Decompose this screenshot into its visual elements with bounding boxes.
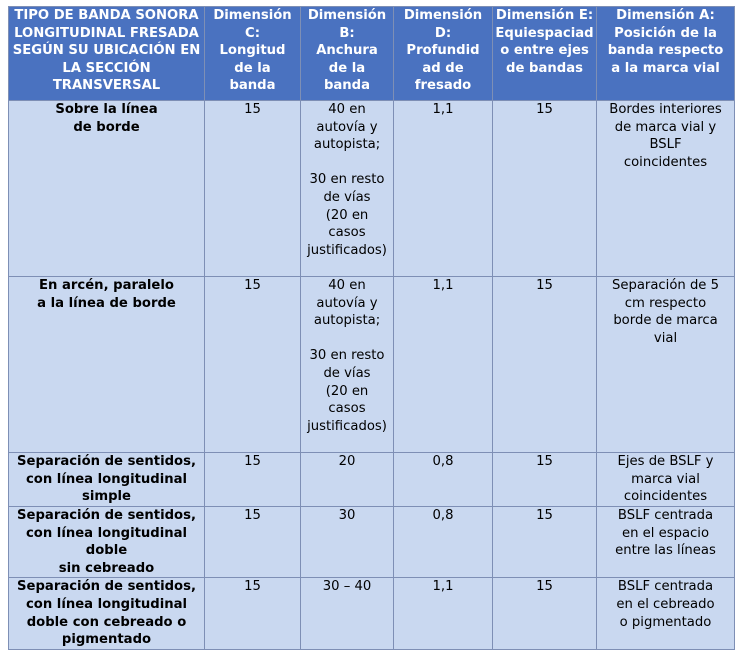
cell-line: 15 [536, 454, 553, 469]
cell-line: coincidentes [623, 154, 708, 170]
table-row [9, 507, 735, 578]
cell-line: Bordes interiores [609, 102, 722, 117]
cell-line: a la línea de borde [37, 295, 176, 311]
table-cell [9, 101, 205, 277]
cell-line: marca vial [631, 471, 700, 487]
cell-line: En arcén, paralelo [39, 278, 174, 293]
table-cell [394, 578, 493, 650]
cell-line: Separación de sentidos, [17, 454, 196, 469]
header-line: Dimensión [403, 8, 483, 23]
header-line: D: [434, 25, 452, 41]
cell-line: autopista; [313, 313, 381, 329]
cell-line: BSLF centrada [617, 579, 714, 595]
table-cell [394, 101, 493, 277]
header-line: fresado [414, 78, 472, 94]
header-line: de la [328, 60, 366, 76]
header-line: de bandas [506, 60, 583, 76]
table-cell [9, 507, 205, 578]
cell-line: Sobre la línea [55, 102, 158, 117]
cell-line: justificados) [307, 242, 387, 258]
cell-line: BSLF centrada [617, 508, 714, 523]
table-cell [9, 277, 205, 453]
cell-line: (20 en [325, 207, 369, 223]
header-line: Equiespaciad [495, 25, 594, 41]
cell-line: 20 [338, 454, 356, 469]
header-line: Dimensión E: [495, 8, 594, 23]
cell-line: 1,1 [432, 278, 454, 293]
cell-line: Separación de 5 [611, 278, 720, 293]
cell-spacer [303, 154, 391, 172]
table-cell [301, 507, 394, 578]
header-cell-type [9, 7, 205, 101]
cell-line: 15 [244, 278, 261, 293]
header-cell-dim-c [205, 7, 301, 101]
cell-line: 40 en [328, 278, 366, 293]
cell-line: casos [328, 401, 366, 417]
header-line: banda [323, 78, 371, 94]
header-cell-dim-d [394, 7, 493, 101]
cell-line: 30 – 40 [322, 579, 372, 595]
table-row [9, 101, 735, 277]
table-cell [9, 578, 205, 650]
table-row [9, 453, 735, 507]
cell-line: (20 en [325, 383, 369, 399]
table-row [9, 277, 735, 453]
cell-line: autovía y [316, 119, 378, 135]
cell-line: 15 [244, 579, 261, 595]
cell-line: justificados) [307, 418, 387, 434]
table-cell [301, 101, 394, 277]
header-line: Profundid [406, 43, 480, 59]
cell-line: 15 [244, 102, 261, 117]
cell-line: de vías [323, 189, 371, 205]
table-cell [493, 453, 597, 507]
cell-line: 15 [536, 579, 553, 595]
cell-line: Separación de sentidos, [17, 579, 196, 595]
header-line: ad de [422, 60, 464, 76]
cell-line: de marca vial y [614, 119, 717, 135]
header-line: banda [229, 78, 276, 94]
cell-line: 15 [536, 278, 553, 293]
header-line: de la [234, 60, 271, 76]
cell-line: 15 [536, 508, 553, 523]
table-cell [597, 453, 735, 507]
header-cell-dim-a [597, 7, 735, 101]
cell-line: casos [328, 225, 366, 241]
header-line: o entre ejes [500, 43, 589, 59]
table-cell [597, 578, 735, 650]
cell-line: 0,8 [432, 454, 454, 469]
cell-line: o pigmentado [619, 614, 712, 630]
cell-line: doble [85, 543, 128, 559]
table-cell [493, 578, 597, 650]
specifications-table [8, 6, 735, 650]
table-cell [597, 277, 735, 453]
cell-line: con línea longitudinal [25, 471, 188, 487]
cell-line: Separación de sentidos, [17, 508, 196, 523]
header-line: B: [339, 25, 355, 41]
header-line: a la marca vial [611, 60, 720, 76]
cell-line: 1,1 [432, 579, 454, 595]
cell-spacer [303, 330, 391, 348]
cell-line: 0,8 [432, 508, 454, 523]
cell-line: 1,1 [432, 102, 454, 117]
table-cell [493, 277, 597, 453]
cell-line: cm respecto [624, 295, 707, 311]
table-cell [301, 277, 394, 453]
table-row [9, 578, 735, 650]
header-line: Dimensión A: [616, 8, 715, 23]
table-cell [205, 101, 301, 277]
header-line: Posición de la [614, 25, 717, 41]
cell-line: de borde [73, 119, 140, 135]
table-cell [9, 453, 205, 507]
cell-line: de vías [323, 365, 371, 381]
header-line: Anchura [316, 43, 378, 59]
cell-line: en el espacio [621, 525, 710, 541]
cell-line: pigmentado [61, 632, 152, 648]
cell-line: BSLF [649, 137, 682, 153]
cell-line: 15 [536, 102, 553, 117]
header-row [9, 7, 735, 101]
header-cell-dim-b [301, 7, 394, 101]
header-line: C: [245, 25, 260, 41]
header-line: LONGITUDINAL FRESADA [14, 25, 199, 41]
table-cell [493, 101, 597, 277]
header-line: banda respecto [607, 43, 724, 59]
cell-line: autovía y [316, 295, 378, 311]
table-cell [205, 277, 301, 453]
table-cell [394, 453, 493, 507]
cell-line: coincidentes [623, 489, 708, 505]
cell-line: 30 en resto [309, 172, 385, 188]
table-cell [493, 507, 597, 578]
table-cell [205, 453, 301, 507]
table-cell [597, 101, 735, 277]
table-cell [394, 277, 493, 453]
header-line: TIPO DE BANDA SONORA [14, 8, 199, 23]
cell-line: 15 [244, 454, 261, 469]
header-line: Longitud [219, 43, 286, 59]
cell-line: con línea longitudinal [25, 596, 188, 612]
cell-line: simple [81, 489, 131, 505]
header-cell-dim-e [493, 7, 597, 101]
table-cell [205, 507, 301, 578]
table-cell [394, 507, 493, 578]
cell-line: en el cebreado [616, 596, 715, 612]
cell-line: 30 en resto [309, 348, 385, 364]
cell-line: Ejes de BSLF y [617, 454, 714, 469]
header-line: Dimensión [307, 8, 387, 23]
cell-line: vial [653, 330, 678, 346]
cell-line: sin cebreado [58, 560, 155, 576]
table-cell [301, 578, 394, 650]
header-line: Dimensión [213, 8, 292, 23]
cell-line: entre las líneas [615, 543, 716, 559]
table-cell [301, 453, 394, 507]
cell-line: 15 [244, 508, 261, 523]
cell-line: autopista; [313, 137, 381, 153]
cell-line: doble con cebreado o [26, 614, 187, 630]
cell-line: borde de marca [613, 313, 718, 329]
cell-line: 40 en [328, 102, 366, 117]
header-line: TRANSVERSAL [52, 78, 161, 94]
table-cell [205, 578, 301, 650]
header-line: SEGÚN SU UBICACIÓN EN [12, 43, 201, 59]
cell-line: con línea longitudinal [25, 525, 188, 541]
table-cell [597, 507, 735, 578]
cell-line: 30 [338, 508, 356, 523]
header-line: LA SECCIÓN [62, 60, 151, 76]
